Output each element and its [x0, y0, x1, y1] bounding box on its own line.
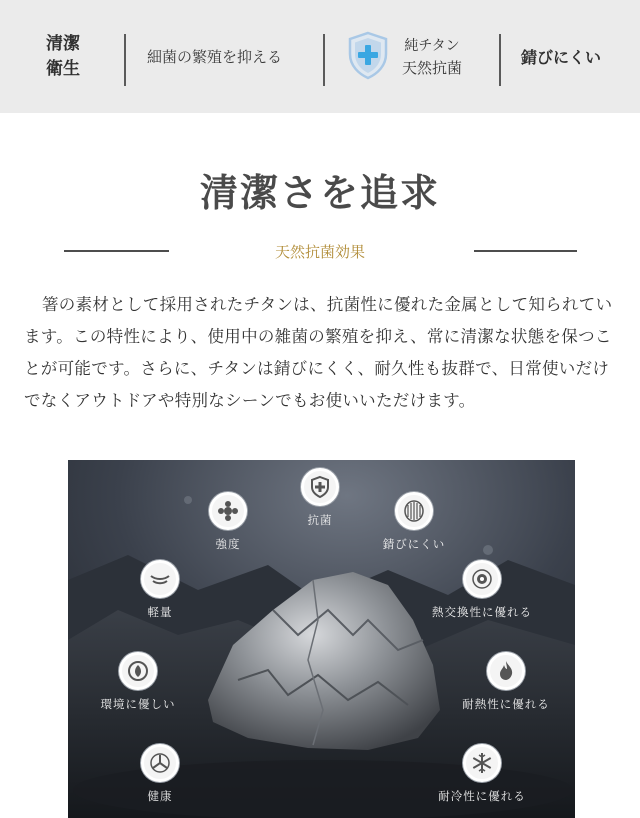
strength-icon — [209, 492, 247, 530]
feature-heat-resistant — [446, 652, 566, 712]
feature-eco — [78, 652, 198, 712]
feature-bar — [0, 0, 640, 113]
feature-hygiene-line2: 衛生 — [46, 58, 80, 79]
section-subtitle: 天然抗菌効果 — [274, 243, 365, 261]
divider — [124, 34, 126, 86]
feature-rust — [354, 492, 474, 552]
feature-rust-resistant — [521, 0, 601, 113]
feature-pure-titanium-line1: 純チタン — [404, 37, 460, 54]
feature-lightweight-label: 軽量 — [147, 605, 173, 619]
divider — [499, 34, 501, 86]
feature-pure-titanium — [346, 0, 462, 113]
feature-health-label: 健康 — [147, 789, 173, 803]
feature-hygiene-line1: 清潔 — [46, 33, 80, 54]
feature-suppress-bacteria-label: 細菌の繁殖を抑える — [147, 48, 283, 66]
section-body: 箸の素材として採用されたチタンは、抗菌性に優れた金属として知られています。この特性により、使用中の雑菌の繁殖を抑え、常に清潔な状態を保つことが可能です。さらに、チタンは錆びにくく、耐久性も抜群で、日常使いだけでなくアウトドアや特別なシーンでもお使いいただけます。 — [24, 295, 613, 410]
titanium-feature-image — [68, 460, 575, 818]
feature-eco-label: 環境に優しい — [100, 697, 176, 711]
rust-resistant-icon — [395, 492, 433, 530]
feature-heat-exchange — [422, 560, 542, 620]
feature-rust-resistant-label: 錆びにくい — [521, 48, 602, 67]
divider — [323, 34, 325, 86]
shield-plus-icon — [346, 30, 390, 84]
eco-icon — [119, 652, 157, 690]
feature-hygiene — [46, 0, 80, 113]
snowflake-icon — [463, 744, 501, 782]
feature-heat-resistant-label: 耐熱性に優れる — [462, 697, 550, 711]
subtitle-rule-right — [474, 250, 577, 252]
lightweight-icon — [141, 560, 179, 598]
feature-health — [100, 744, 220, 804]
health-icon — [141, 744, 179, 782]
feature-heat-exchange-label: 熱交換性に優れる — [432, 605, 532, 619]
antibacterial-icon — [301, 468, 339, 506]
feature-pure-titanium-line2: 天然抗菌 — [402, 58, 463, 77]
feature-strength-label: 強度 — [215, 537, 241, 551]
feature-lightweight — [100, 560, 220, 620]
feature-antibacterial-label: 抗菌 — [307, 513, 333, 527]
feature-cold-resistant-label: 耐冷性に優れる — [438, 789, 526, 803]
feature-cold-resistant — [422, 744, 542, 804]
heat-exchange-icon — [463, 560, 501, 598]
flame-icon — [487, 652, 525, 690]
feature-suppress-bacteria — [147, 0, 282, 113]
section-title: 清潔さを追求 — [199, 171, 440, 215]
feature-rust-label: 錆びにくい — [382, 537, 446, 551]
